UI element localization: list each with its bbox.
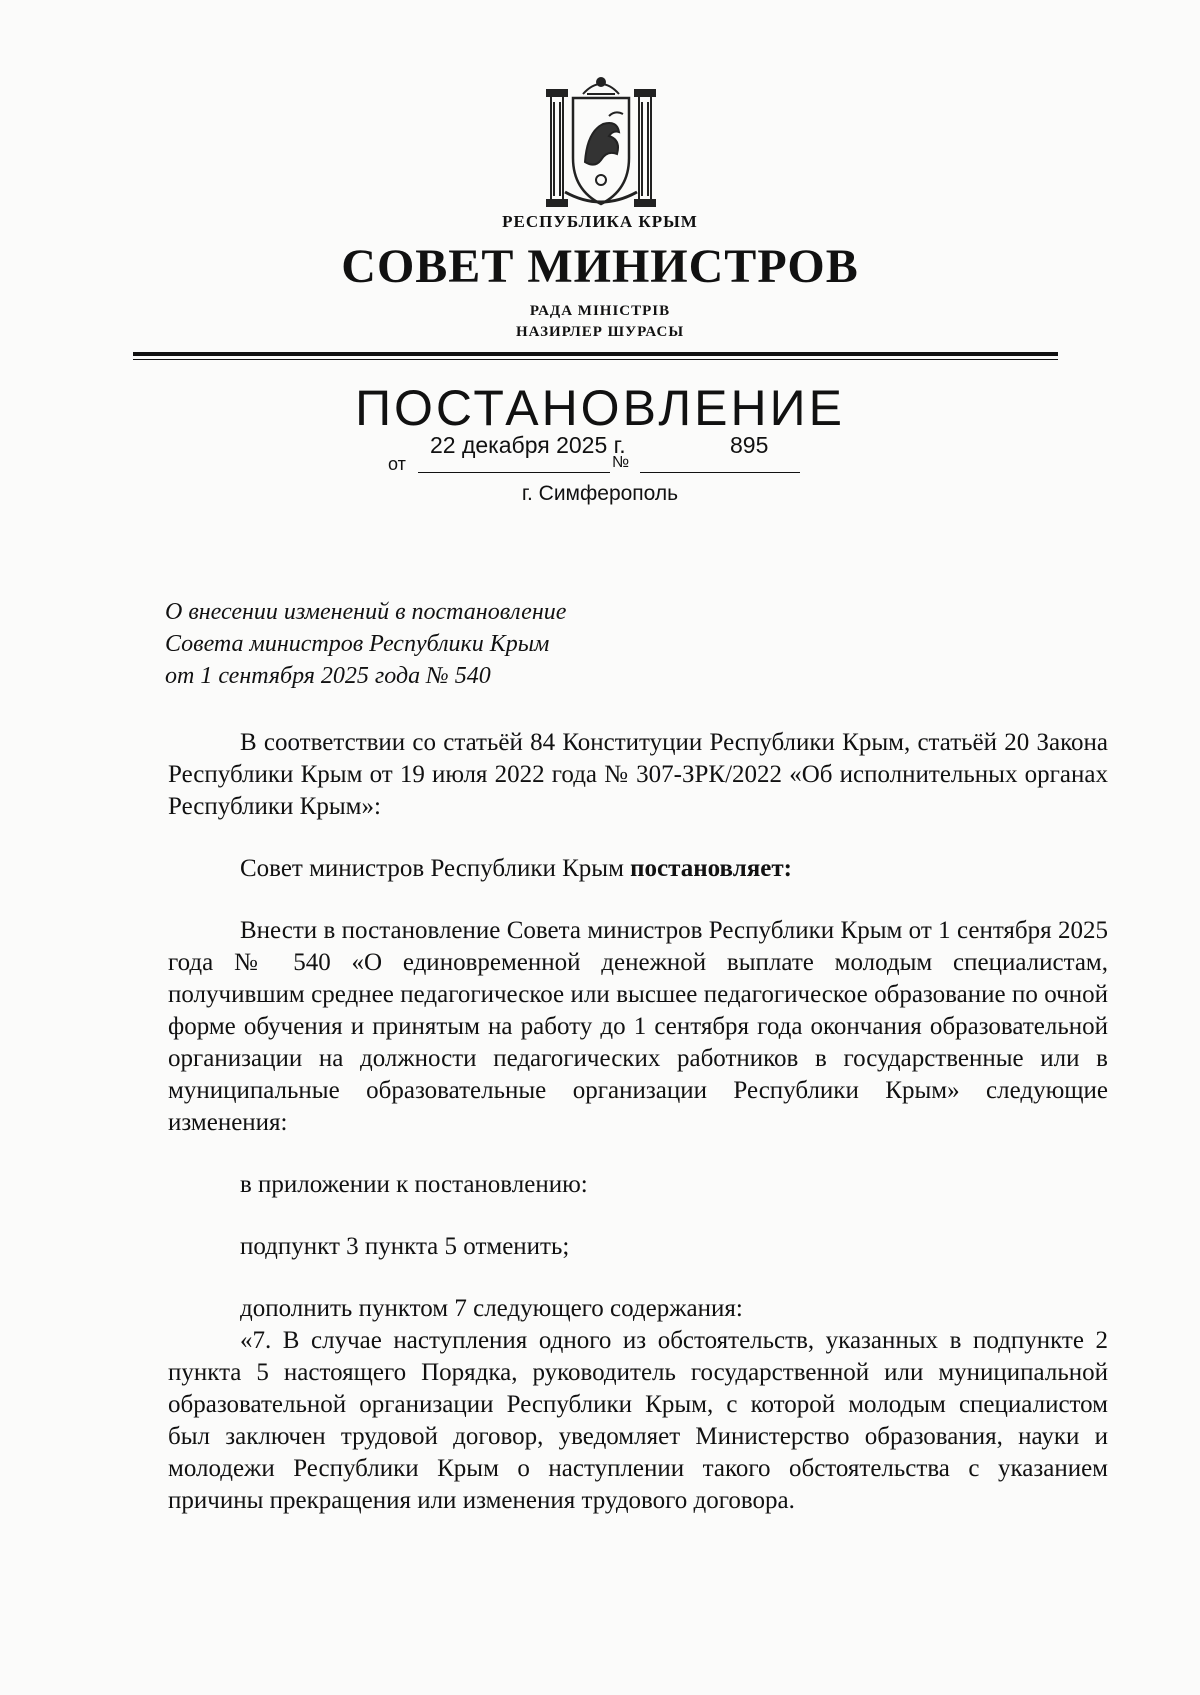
header-divider [133,352,1058,356]
title-line-3: от 1 сентября 2025 года № 540 [165,663,491,689]
coat-of-arms-crimea-icon [543,72,659,212]
decree-city: г. Симферополь [521,482,679,505]
amendment-intro-paragraph: Внести в постановление Совета министров Республики Крым от 1 сентября 2025 года № 540 «О единовременной денежной выплате молодым специалистам, получившим среднее педагогическое или высшее педагогическое образование по очной форме обучения и принятым на работу до 1 сентября года окончания образовательной организации на должности педагогических работников в государственные или в муниципальные образовательные организации Республики Крым» следующие изменения: [168,917,1108,1136]
council-name: СОВЕТ МИНИСТРОВ [341,240,859,293]
date-underline [418,472,610,473]
new-point-paragraph: «7. В случае наступления одного из обстоятельств, указанных в подпункте 2 пункта 5 настоящего Порядка, руководитель государственной или муниципальной образовательной организации Республики Крым, с которой молодым специалистом был заключен трудовой договор, уведомляет Министерство образования, науки и молодежи Республики Крым о наступлении такого обстоятельства с указанием причины прекращения или изменения трудового договора. [168,1327,1108,1514]
header-divider-thin [133,359,1058,360]
annex-paragraph: в приложении к постановлению: [240,1171,588,1198]
number-label: № [612,454,630,471]
republic-name: РЕСПУБЛИКА КРЫМ [502,212,698,231]
decree-date: 22 декабря 2025 г. [430,432,626,458]
resolves-text: Совет министров Республики Крым [240,855,631,882]
decree-title [165,596,566,692]
resolves-verb: постановляет: [630,855,792,882]
add-item-paragraph: дополнить пунктом 7 следующего содержания: [240,1295,743,1322]
number-underline [640,472,800,473]
resolves-paragraph [168,853,1108,885]
date-label: от [388,454,406,474]
cancel-item-paragraph: подпункт 3 пункта 5 отменить; [240,1233,570,1260]
council-name-crimean-tatar: НАЗИРЛЕР ШУРАСЫ [515,324,685,340]
preamble-paragraph: В соответствии со статьёй 84 Конституции Республики Крым, статьёй 20 Закона Республики Крым от 19 июля 2022 года № 307-ЗРК/2022 «Об исполнительных органах Республики Крым»: [168,729,1108,820]
title-line-2: Совета министров Республики Крым [165,631,550,657]
title-line-1: О внесении изменений в постановление [165,599,567,625]
decree-body [168,727,1108,1517]
council-name-ukrainian: РАДА МІНІСТРІВ [529,303,671,319]
decree-heading: ПОСТАНОВЛЕНИЕ [355,380,845,436]
decree-date-number-row [0,432,1200,472]
decree-number: 895 [730,432,769,458]
